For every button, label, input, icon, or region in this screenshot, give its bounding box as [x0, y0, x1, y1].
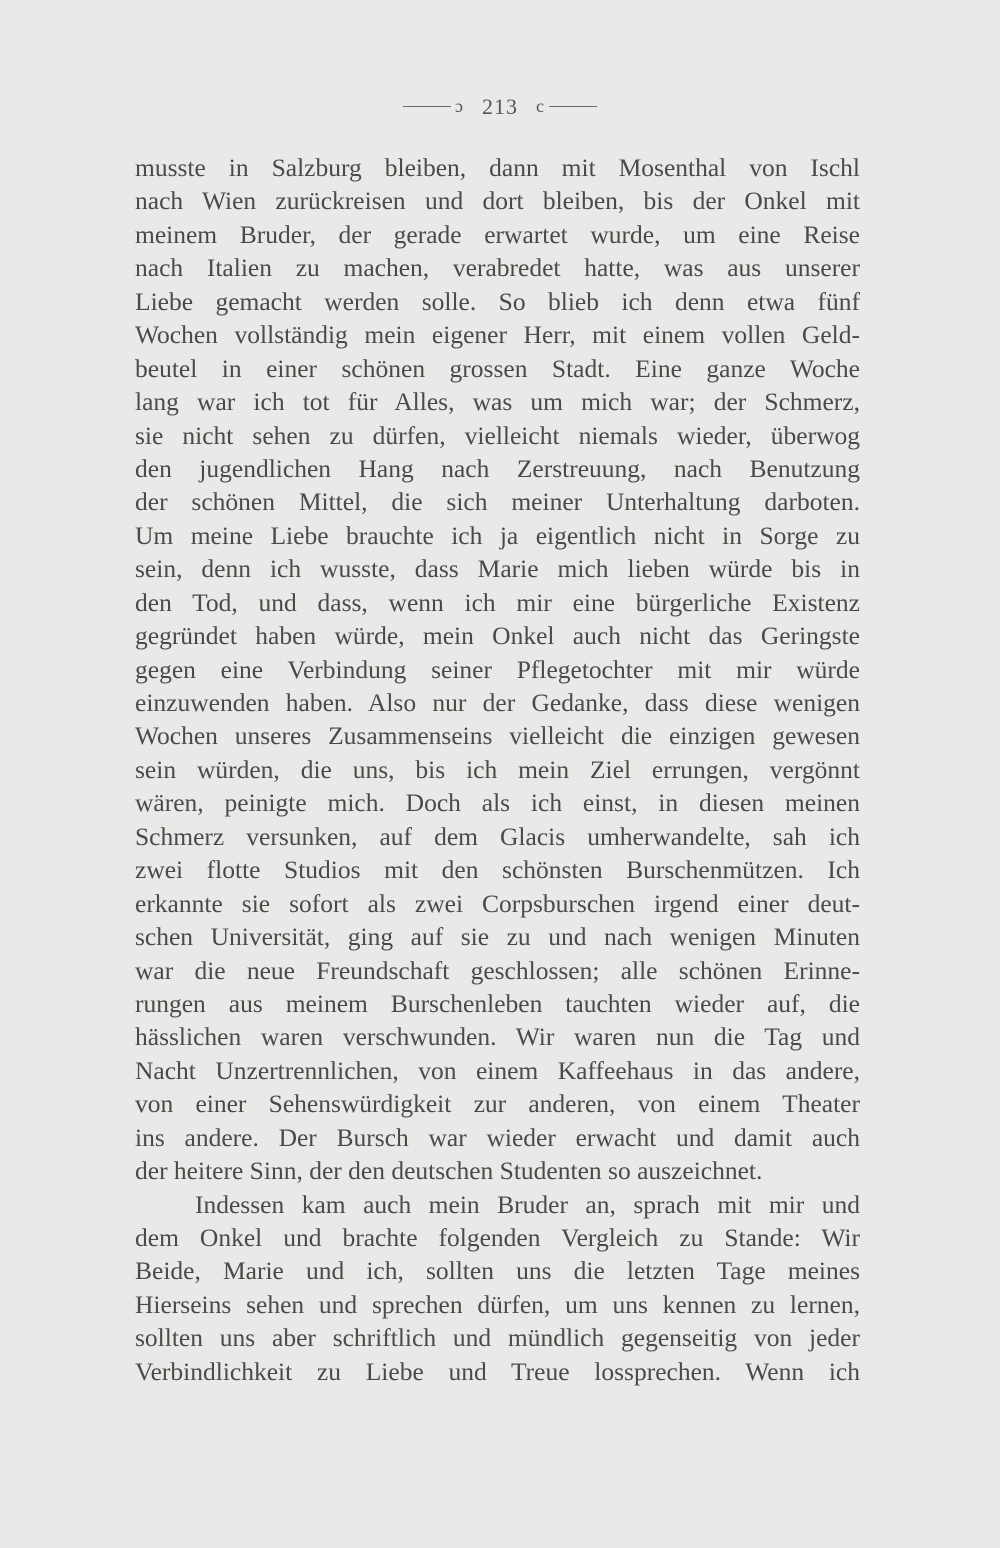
header-left-ornament: ɔ: [455, 96, 464, 117]
text-line: gegründet haben würde, mein Onkel auch nicht das Geringste: [135, 621, 860, 651]
text-line: musste in Salzburg bleiben, dann mit Mosenthal von Ischl: [135, 153, 860, 182]
text-line: Liebe gemacht werden solle. So blieb ich denn etwa fünf: [135, 286, 860, 316]
text-line: Beide, Marie und ich, sollten uns die letzten Tage meines: [135, 1256, 860, 1286]
text-line: nach Italien zu machen, verabredet hatte, was aus unserer: [135, 253, 860, 283]
text-line: gegen eine Verbindung seiner Pflegetochter mit mir würde: [135, 654, 860, 684]
page-number: 213: [482, 93, 518, 119]
text-line: von einer Sehenswürdigkeit zur anderen, von einem Theater: [135, 1089, 860, 1119]
text-line: hässlichen waren verschwunden. Wir waren nun die Tag und: [135, 1022, 860, 1052]
text-line: Wochen vollständig mein eigener Herr, mit einem vollen Geld-: [135, 320, 860, 350]
text-line: sollten uns aber schriftlich und mündlich gegenseitig von jeder: [135, 1323, 860, 1353]
text-line: Verbindlichkeit zu Liebe und Treue lossprechen. Wenn ich: [135, 1356, 860, 1386]
body-text: [135, 151, 860, 1388]
text-line: beutel in einer schönen grossen Stadt. Eine ganze Woche: [135, 353, 860, 383]
text-line: der schönen Mittel, die sich meiner Unterhaltung darboten.: [135, 487, 860, 517]
text-line: erkannte sie sofort als zwei Corpsburschen irgend einer deut-: [135, 888, 860, 918]
header-rule-right: [549, 106, 597, 107]
text-line: Nacht Unzertrennlichen, von einem Kaffeehaus in das andere,: [135, 1055, 860, 1085]
text-line: Wochen unseres Zusammenseins vielleicht die einzigen gewesen: [135, 721, 860, 751]
header-right-ornament: c: [536, 96, 545, 117]
text-line: schen Universität, ging auf sie zu und nach wenigen Minuten: [135, 922, 860, 952]
text-line: Um meine Liebe brauchte ich ja eigentlich nicht in Sorge zu: [135, 520, 860, 550]
text-line: war die neue Freundschaft geschlossen; alle schönen Erinne-: [135, 955, 860, 985]
text-line: einzuwenden haben. Also nur der Gedanke, dass diese wenigen: [135, 688, 860, 717]
text-line: zwei flotte Studios mit den schönsten Burschenmützen. Ich: [135, 855, 860, 885]
header-rule-left: [403, 106, 451, 107]
text-line: Schmerz versunken, auf dem Glacis umherwandelte, sah ich: [135, 821, 860, 851]
text-line: sein würden, die uns, bis ich mein Ziel errungen, vergönnt: [135, 754, 860, 784]
text-line: wären, peinigte mich. Doch als ich einst, in diesen meinen: [135, 788, 860, 818]
text-line: lang war ich tot für Alles, was um mich war; der Schmerz,: [135, 387, 860, 417]
text-line: ins andere. Der Bursch war wieder erwacht und damit auch: [135, 1122, 860, 1152]
paragraph-last-line: der heitere Sinn, der den deutschen Studenten so auszeichnet.: [135, 1156, 763, 1186]
text-line: dem Onkel und brachte folgenden Vergleich zu Stande: Wir: [135, 1223, 860, 1252]
text-line: den Tod, und dass, wenn ich mir eine bürgerliche Existenz: [135, 587, 860, 617]
text-line: sein, denn ich wusste, dass Marie mich lieben würde bis in: [135, 554, 860, 584]
text-line: den jugendlichen Hang nach Zerstreuung, nach Benutzung: [135, 453, 860, 483]
text-line: sie nicht sehen zu dürfen, vielleicht niemals wieder, überwog: [135, 420, 860, 450]
text-line: nach Wien zurückreisen und dort bleiben, bis der Onkel mit: [135, 186, 860, 216]
page-header: [0, 92, 1000, 120]
text-line: meinem Bruder, der gerade erwartet wurde, um eine Reise: [135, 219, 860, 249]
text-line: Hierseins sehen und sprechen dürfen, um uns kennen zu lernen,: [135, 1289, 860, 1319]
paragraph-first-line: Indessen kam auch mein Bruder an, sprach mit mir und: [195, 1189, 860, 1219]
text-line: rungen aus meinem Burschenleben tauchten wieder auf, die: [135, 988, 860, 1018]
